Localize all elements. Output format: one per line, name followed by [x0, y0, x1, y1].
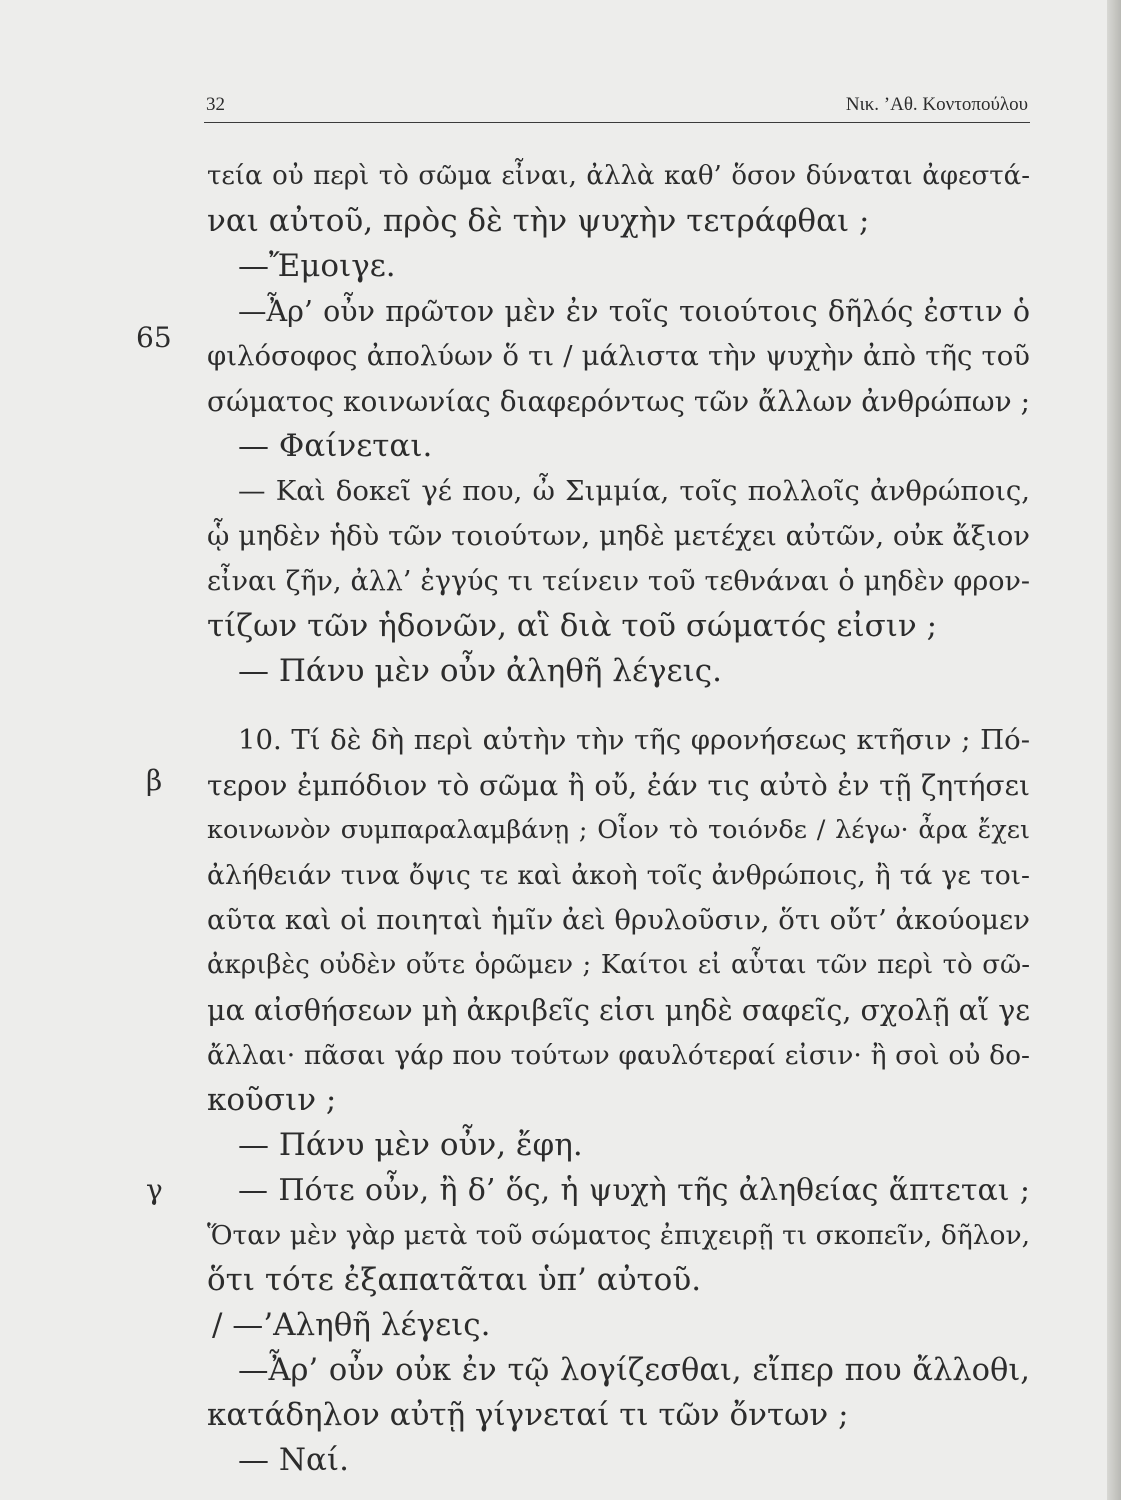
margin-number-65: 65	[136, 321, 172, 354]
text-line	[238, 1123, 1030, 1168]
text-line	[238, 469, 1030, 514]
text-line	[207, 943, 1030, 988]
line-text: εἶναι ζῆν, ἀλλ’ ἐγγύς τι τείνειν τοῦ τεθνάναι ὁ μηδὲν φρον-	[207, 566, 1030, 597]
text-line	[238, 289, 1030, 334]
line-text: —Ἆρ’ οὖν οὐκ ἐν τῷ λογίζεσθαι, εἴπερ που ἄλλοθι,	[238, 1353, 1030, 1388]
line-text: Ὅταν μὲν γὰρ μετὰ τοῦ σώματος ἐπιχειρῇ τι σκοπεῖν, δῆλον,	[207, 1220, 1030, 1251]
line-text: —Ἆρ’ οὖν πρῶτον μὲν ἐν τοῖς τοιούτοις δῆλός ἐστιν ὁ	[238, 295, 1030, 328]
line-text: κοινωνὸν συμπαραλαμβάνῃ ; Οἷον τὸ τοιόνδε / λέγω· ἆρα ἔχει	[207, 815, 1030, 845]
line-text: κατάδηλον αὐτῇ γίγνεταί τι τῶν ὄντων ;	[207, 1397, 849, 1433]
line-text: — Φαίνεται.	[238, 428, 433, 464]
page-header	[204, 94, 1030, 123]
text-line	[207, 379, 1030, 424]
line-text: — Πάνυ μὲν οὖν, ἔφη.	[238, 1127, 583, 1163]
page-number: 32	[206, 94, 225, 115]
text-line	[238, 1348, 1030, 1393]
text-line	[207, 763, 1030, 808]
line-text: ἄλλαι· πᾶσαι γάρ που τούτων φαυλότεραί εἰσιν· ἢ σοὶ οὐ δο-	[207, 1040, 1030, 1071]
line-text: τερον ἐμπόδιον τὸ σῶμα ἢ οὔ, ἐάν τις αὐτὸ ἐν τῇ ζητήσει	[207, 769, 1030, 802]
line-text: ἀκριβὲς οὐδὲν οὔτε ὁρῶμεν ; Καίτοι εἰ αὗται τῶν περὶ τὸ σῶ-	[207, 950, 1030, 980]
text-line	[238, 718, 1030, 763]
line-text: μα αἰσθήσεων μὴ ἀκριβεῖς εἰσι μηδὲ σαφεῖς, σχολῇ αἵ γε	[207, 994, 1030, 1027]
line-text: ὅτι τότε ἐξαπατᾶται ὑπ’ αὐτοῦ.	[207, 1262, 702, 1298]
line-text: —Ἔμοιγε.	[238, 248, 396, 284]
line-text: — Πότε οὖν, ἢ δ’ ὅς, ἡ ψυχὴ τῆς ἀληθείας ἅπτεται ;	[238, 1173, 1030, 1208]
line-text: τίζων τῶν ἡδονῶν, αἳ διὰ τοῦ σώματός εἰσιν ;	[207, 608, 938, 644]
text-line	[207, 853, 1030, 898]
text-line	[207, 154, 1030, 199]
line-text: ἀλήθειάν τινα ὄψις τε καὶ ἀκοὴ τοῖς ἀνθρώποις, ἢ τά γε τοι-	[207, 860, 1030, 891]
line-text: κοῦσιν ;	[207, 1082, 337, 1118]
text-line	[207, 1033, 1030, 1078]
line-text: αῦτα καὶ οἱ ποιηταὶ ἡμῖν ἀεὶ θρυλοῦσιν, ὅτι οὔτ’ ἀκούομεν	[207, 904, 1030, 936]
line-text: — Πάνυ μὲν οὖν ἀληθῆ λέγεις.	[238, 653, 722, 689]
line-text: — Καὶ δοκεῖ γέ που, ὦ Σιμμία, τοῖς πολλοῖς ἀνθρώποις,	[238, 475, 1030, 507]
page-edge-shadow	[1107, 0, 1121, 1500]
text-line	[207, 514, 1030, 559]
line-text: ᾧ μηδὲν ἡδὺ τῶν τοιούτων, μηδὲ μετέχει αὐτῶν, οὐκ ἄξιον	[207, 520, 1030, 552]
line-text: / —’Αληθῆ λέγεις.	[212, 1307, 491, 1343]
text-line	[207, 808, 1030, 853]
text-line	[207, 559, 1030, 604]
text-line	[238, 649, 1030, 694]
line-text: — Ναί.	[238, 1442, 349, 1478]
line-text: σώματος κοινωνίας διαφερόντως τῶν ἄλλων ἀνθρώπων ;	[207, 385, 1030, 418]
text-line	[238, 1438, 1030, 1483]
text-line	[238, 424, 1030, 469]
text-line	[207, 1213, 1030, 1258]
text-line	[207, 604, 1030, 649]
line-text: τεία οὐ περὶ τὸ σῶμα εἶναι, ἀλλὰ καθ’ ὅσον δύναται ἀφεστά-	[207, 161, 1030, 191]
text-line	[207, 1393, 1030, 1438]
line-text: φιλόσοφος ἀπολύων ὅ τι / μάλιστα τὴν ψυχὴν ἀπὸ τῆς τοῦ	[207, 340, 1030, 372]
text-line	[207, 898, 1030, 943]
text-line	[212, 1303, 1030, 1348]
text-line	[207, 1258, 1030, 1303]
line-text: 10. Τί δὲ δὴ περὶ αὐτὴν τὴν τῆς φρονήσεως κτῆσιν ; Πό-	[238, 724, 1030, 756]
text-line	[238, 244, 1030, 289]
text-line	[207, 199, 1030, 244]
margin-letter-beta: β	[146, 764, 163, 797]
text-line	[207, 988, 1030, 1033]
text-line	[238, 1168, 1030, 1213]
line-text: ναι αὐτοῦ, πρὸς δὲ τὴν ψυχὴν τετράφθαι ;	[207, 203, 870, 239]
running-head: Νικ. ’Αθ. Κοντοπούλου	[845, 94, 1028, 115]
text-line	[207, 1078, 1030, 1123]
text-line	[207, 334, 1030, 379]
margin-letter-gamma: γ	[146, 1173, 163, 1206]
